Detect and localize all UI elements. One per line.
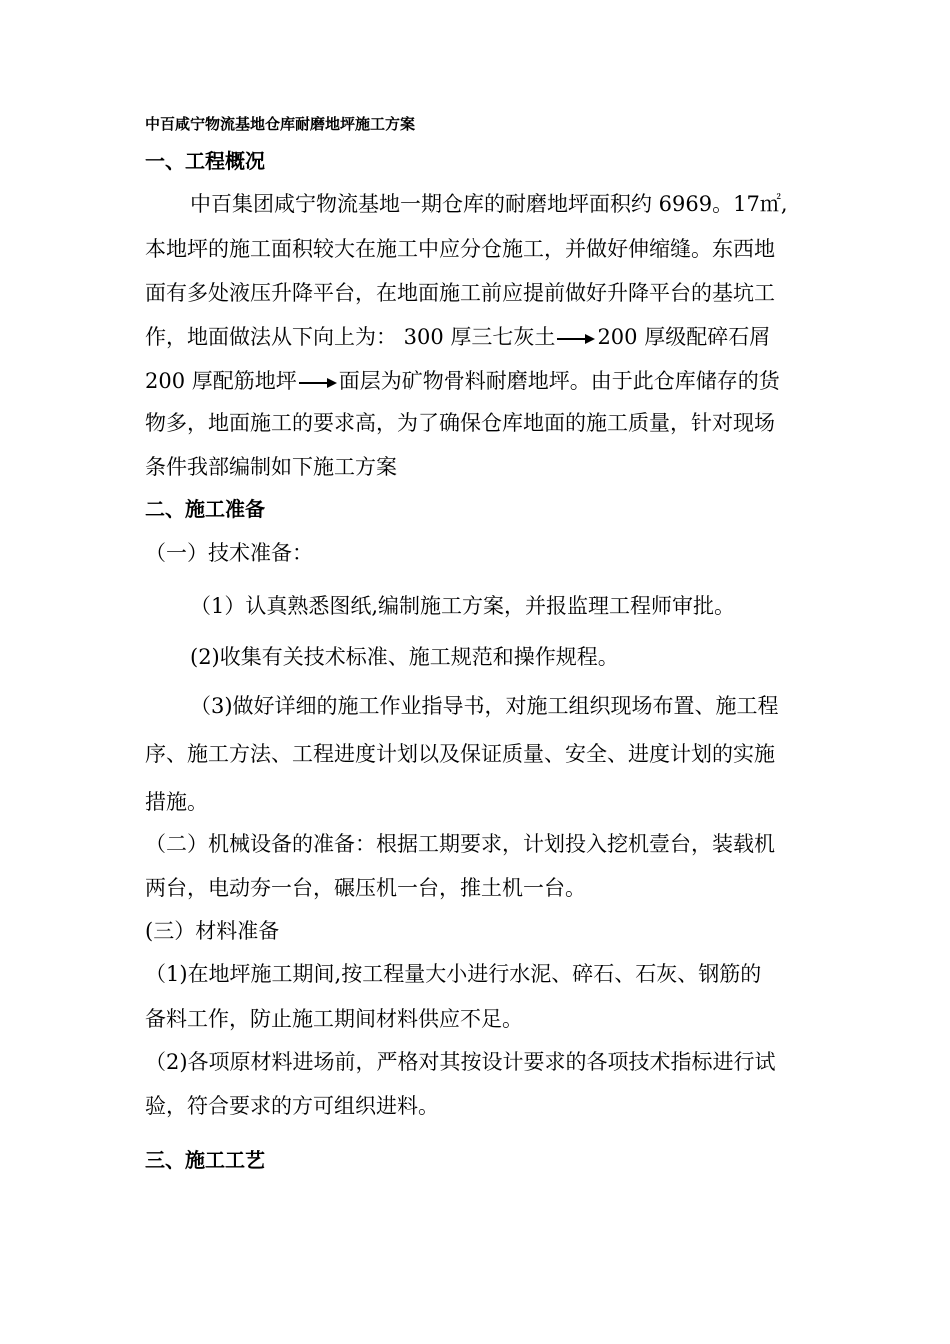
- tech-prep-label: （一）技术准备：: [145, 541, 313, 565]
- material-prep-label: (三）材料准备: [145, 919, 280, 943]
- tech-prep-item-3-line-3: 措施。: [145, 790, 208, 814]
- overview-line-5-part-b: 面层为矿物骨料耐磨地坪。由于此仓库储存的货: [338, 369, 780, 393]
- tech-prep-item-3-line-2: 序、施工方法、工程进度计划以及保证质量、安全、进度计划的实施: [145, 742, 775, 766]
- tech-prep-item-1: （1）认真熟悉图纸,编制施工方案，并报监理工程师审批。: [190, 594, 736, 618]
- section-2-heading: 二、施工准备: [145, 497, 265, 521]
- material-prep-item-1-line-1: （1)在地坪施工期间,按工程量大小进行水泥、碎石、石灰、钢筋的: [145, 962, 762, 986]
- section-3-heading: 三、施工工艺: [145, 1148, 265, 1172]
- material-prep-item-1-line-2: 备料工作，防止施工期间材料供应不足。: [145, 1007, 523, 1031]
- right-arrow-icon: [557, 334, 595, 344]
- section-1-heading: 一、工程概况: [145, 149, 265, 173]
- overview-line-2: 本地坪的施工面积较大在施工中应分仓施工，并做好伸缩缝。东西地: [145, 237, 775, 261]
- overview-line-7: 条件我部编制如下施工方案: [145, 455, 397, 479]
- overview-line-3: 面有多处液压升降平台，在地面施工前应提前做好升降平台的基坑工: [145, 281, 775, 305]
- material-prep-item-2-line-2: 验，符合要求的方可组织进料。: [145, 1094, 439, 1118]
- material-prep-item-2-line-1: （2)各项原材料进场前，严格对其按设计要求的各项技术指标进行试: [145, 1050, 776, 1074]
- overview-line-6: 物多，地面施工的要求高，为了确保仓库地面的施工质量，针对现场: [145, 411, 775, 435]
- overview-line-4-part-b: 200 厚级配碎石屑: [597, 325, 771, 349]
- right-arrow-icon: [299, 378, 337, 388]
- document-title: 中百咸宁物流基地仓库耐磨地坪施工方案: [145, 115, 416, 133]
- overview-line-5: [145, 369, 780, 393]
- overview-line-1: 中百集团咸宁物流基地一期仓库的耐磨地坪面积约 6969。17㎡,: [190, 192, 788, 216]
- overview-line-4-part-a: 作，地面做法从下向上为： 300 厚三七灰土: [145, 325, 556, 349]
- tech-prep-item-2: (2)收集有关技术标准、施工规范和操作规程。: [190, 645, 619, 669]
- overview-line-5-part-a: 200 厚配筋地坪: [145, 369, 297, 393]
- mech-prep-line-2: 两台，电动夯一台，碾压机一台，推土机一台。: [145, 876, 586, 900]
- overview-line-4: [145, 325, 770, 349]
- tech-prep-item-3-line-1: （3)做好详细的施工作业指导书，对施工组织现场布置、施工程: [190, 694, 779, 718]
- mech-prep-line-1: （二）机械设备的准备：根据工期要求，计划投入挖机壹台，装载机: [145, 832, 775, 856]
